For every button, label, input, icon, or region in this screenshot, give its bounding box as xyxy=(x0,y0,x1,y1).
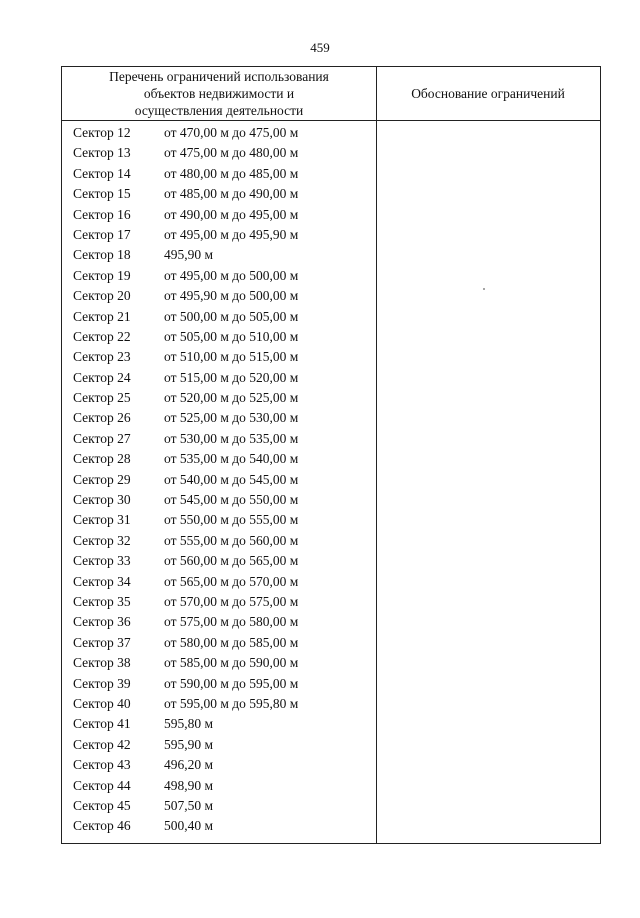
table-row xyxy=(62,572,376,592)
height-range: от 495,90 м до 500,00 м xyxy=(164,288,299,304)
height-range: от 540,00 м до 545,00 м xyxy=(164,471,299,487)
sector-label: Сектор 15 xyxy=(73,186,131,202)
sector-label: Сектор 25 xyxy=(73,390,131,406)
sector-label: Сектор 31 xyxy=(73,512,131,528)
header-divider xyxy=(62,120,600,121)
height-range: от 570,00 м до 575,00 м xyxy=(164,593,299,609)
header-left-line-1: Перечень ограничений использования xyxy=(109,69,329,84)
sector-label: Сектор 33 xyxy=(73,553,131,569)
header-left-line-2: объектов недвижимости и xyxy=(143,86,295,101)
sector-label: Сектор 45 xyxy=(73,797,131,813)
table-row xyxy=(62,286,376,306)
table-row xyxy=(62,612,376,632)
table-row xyxy=(62,551,376,571)
sector-label: Сектор 42 xyxy=(73,736,131,752)
sector-label: Сектор 20 xyxy=(73,288,131,304)
table-row xyxy=(62,510,376,530)
table-row xyxy=(62,674,376,694)
page-number: 459 xyxy=(310,40,330,55)
sector-label: Сектор 29 xyxy=(73,471,131,487)
table-row xyxy=(62,490,376,510)
height-range: от 555,00 м до 560,00 м xyxy=(164,532,299,548)
table-row xyxy=(62,796,376,816)
height-range: 595,80 м xyxy=(164,716,214,732)
table-row xyxy=(62,266,376,286)
height-range: от 495,00 м до 495,90 м xyxy=(164,226,299,242)
sector-label: Сектор 28 xyxy=(73,451,131,467)
height-range: от 585,00 м до 590,00 м xyxy=(164,655,299,671)
table-row xyxy=(62,714,376,734)
height-range: от 470,00 м до 475,00 м xyxy=(164,125,299,140)
sector-label: Сектор 30 xyxy=(73,492,131,508)
height-range: 500,40 м xyxy=(164,818,214,834)
header-left-line-3: осуществления деятельности xyxy=(134,103,304,118)
table-row xyxy=(62,429,376,449)
sector-label: Сектор 38 xyxy=(73,655,131,671)
sector-label: Сектор 21 xyxy=(73,308,131,324)
column-divider xyxy=(376,67,377,843)
header-justification: Обоснование ограничений xyxy=(411,85,565,101)
sector-label: Сектор 36 xyxy=(73,614,131,630)
table-row xyxy=(62,633,376,653)
height-range: от 590,00 м до 595,00 м xyxy=(164,675,299,691)
table-row xyxy=(62,123,376,143)
scan-speck xyxy=(483,288,485,290)
table-row xyxy=(62,735,376,755)
sector-label: Сектор 40 xyxy=(73,695,131,711)
sector-label: Сектор 26 xyxy=(73,410,131,426)
table-row xyxy=(62,653,376,673)
height-range: 496,20 м xyxy=(164,757,214,773)
height-range: от 520,00 м до 525,00 м xyxy=(164,390,299,406)
sector-label: Сектор 41 xyxy=(73,716,131,732)
height-range: от 545,00 м до 550,00 м xyxy=(164,492,299,508)
sector-label: Сектор 39 xyxy=(73,675,131,691)
sector-label: Сектор 19 xyxy=(73,267,131,283)
sector-label: Сектор 32 xyxy=(73,532,131,548)
table-row xyxy=(62,225,376,245)
sector-label: Сектор 37 xyxy=(73,634,131,650)
sector-label: Сектор 18 xyxy=(73,247,131,263)
table-row xyxy=(62,143,376,163)
height-range: 495,90 м xyxy=(164,247,214,263)
height-range: от 500,00 м до 505,00 м xyxy=(164,308,299,324)
height-range: от 475,00 м до 480,00 м xyxy=(164,145,299,161)
table-row xyxy=(62,164,376,184)
height-range: от 595,00 м до 595,80 м xyxy=(164,695,299,711)
height-range: от 495,00 м до 500,00 м xyxy=(164,267,299,283)
table-row xyxy=(62,592,376,612)
sector-label: Сектор 34 xyxy=(73,573,131,589)
table-row xyxy=(62,531,376,551)
height-range: от 575,00 м до 580,00 м xyxy=(164,614,299,630)
height-range: от 485,00 м до 490,00 м xyxy=(164,186,299,202)
table-row xyxy=(62,205,376,225)
sector-label: Сектор 44 xyxy=(73,777,131,793)
table-row xyxy=(62,816,376,836)
sector-label: Сектор 17 xyxy=(73,226,131,242)
height-range: от 550,00 м до 555,00 м xyxy=(164,512,299,528)
height-range: от 580,00 м до 585,00 м xyxy=(164,634,299,650)
table-row xyxy=(62,755,376,775)
table-row xyxy=(62,368,376,388)
table-row xyxy=(62,408,376,428)
height-range: от 560,00 м до 565,00 м xyxy=(164,553,299,569)
sector-label: Сектор 23 xyxy=(73,349,131,365)
table-row xyxy=(62,470,376,490)
sector-label: Сектор 43 xyxy=(73,757,131,773)
sector-label: Сектор 27 xyxy=(73,430,131,446)
table-row xyxy=(62,184,376,204)
height-range: от 505,00 м до 510,00 м xyxy=(164,328,299,344)
height-range: от 525,00 м до 530,00 м xyxy=(164,410,299,426)
sector-label: Сектор 22 xyxy=(73,328,131,344)
sector-label: Сектор 24 xyxy=(73,369,131,385)
table-row xyxy=(62,327,376,347)
sector-label: Сектор 46 xyxy=(73,818,131,834)
table-row xyxy=(62,245,376,265)
height-range: от 480,00 м до 485,00 м xyxy=(164,165,299,181)
restrictions-table xyxy=(61,66,601,844)
height-range: 595,90 м xyxy=(164,736,214,752)
header-restrictions-list xyxy=(62,67,376,120)
height-range: от 490,00 м до 495,00 м xyxy=(164,206,299,222)
height-range: 507,50 м xyxy=(164,797,214,813)
sector-label: Сектор 14 xyxy=(73,165,131,181)
table-row xyxy=(62,347,376,367)
sector-label: Сектор 12 xyxy=(73,125,131,140)
table-row xyxy=(62,449,376,469)
sector-label: Сектор 35 xyxy=(73,593,131,609)
table-row xyxy=(62,776,376,796)
table-row xyxy=(62,388,376,408)
height-range: от 510,00 м до 515,00 м xyxy=(164,349,299,365)
table-row xyxy=(62,694,376,714)
table-rows xyxy=(62,123,376,837)
height-range: от 535,00 м до 540,00 м xyxy=(164,451,299,467)
height-range: от 515,00 м до 520,00 м xyxy=(164,369,299,385)
table-row xyxy=(62,307,376,327)
sector-label: Сектор 16 xyxy=(73,206,131,222)
height-range: от 565,00 м до 570,00 м xyxy=(164,573,299,589)
sector-label: Сектор 13 xyxy=(73,145,131,161)
height-range: 498,90 м xyxy=(164,777,214,793)
height-range: от 530,00 м до 535,00 м xyxy=(164,430,299,446)
